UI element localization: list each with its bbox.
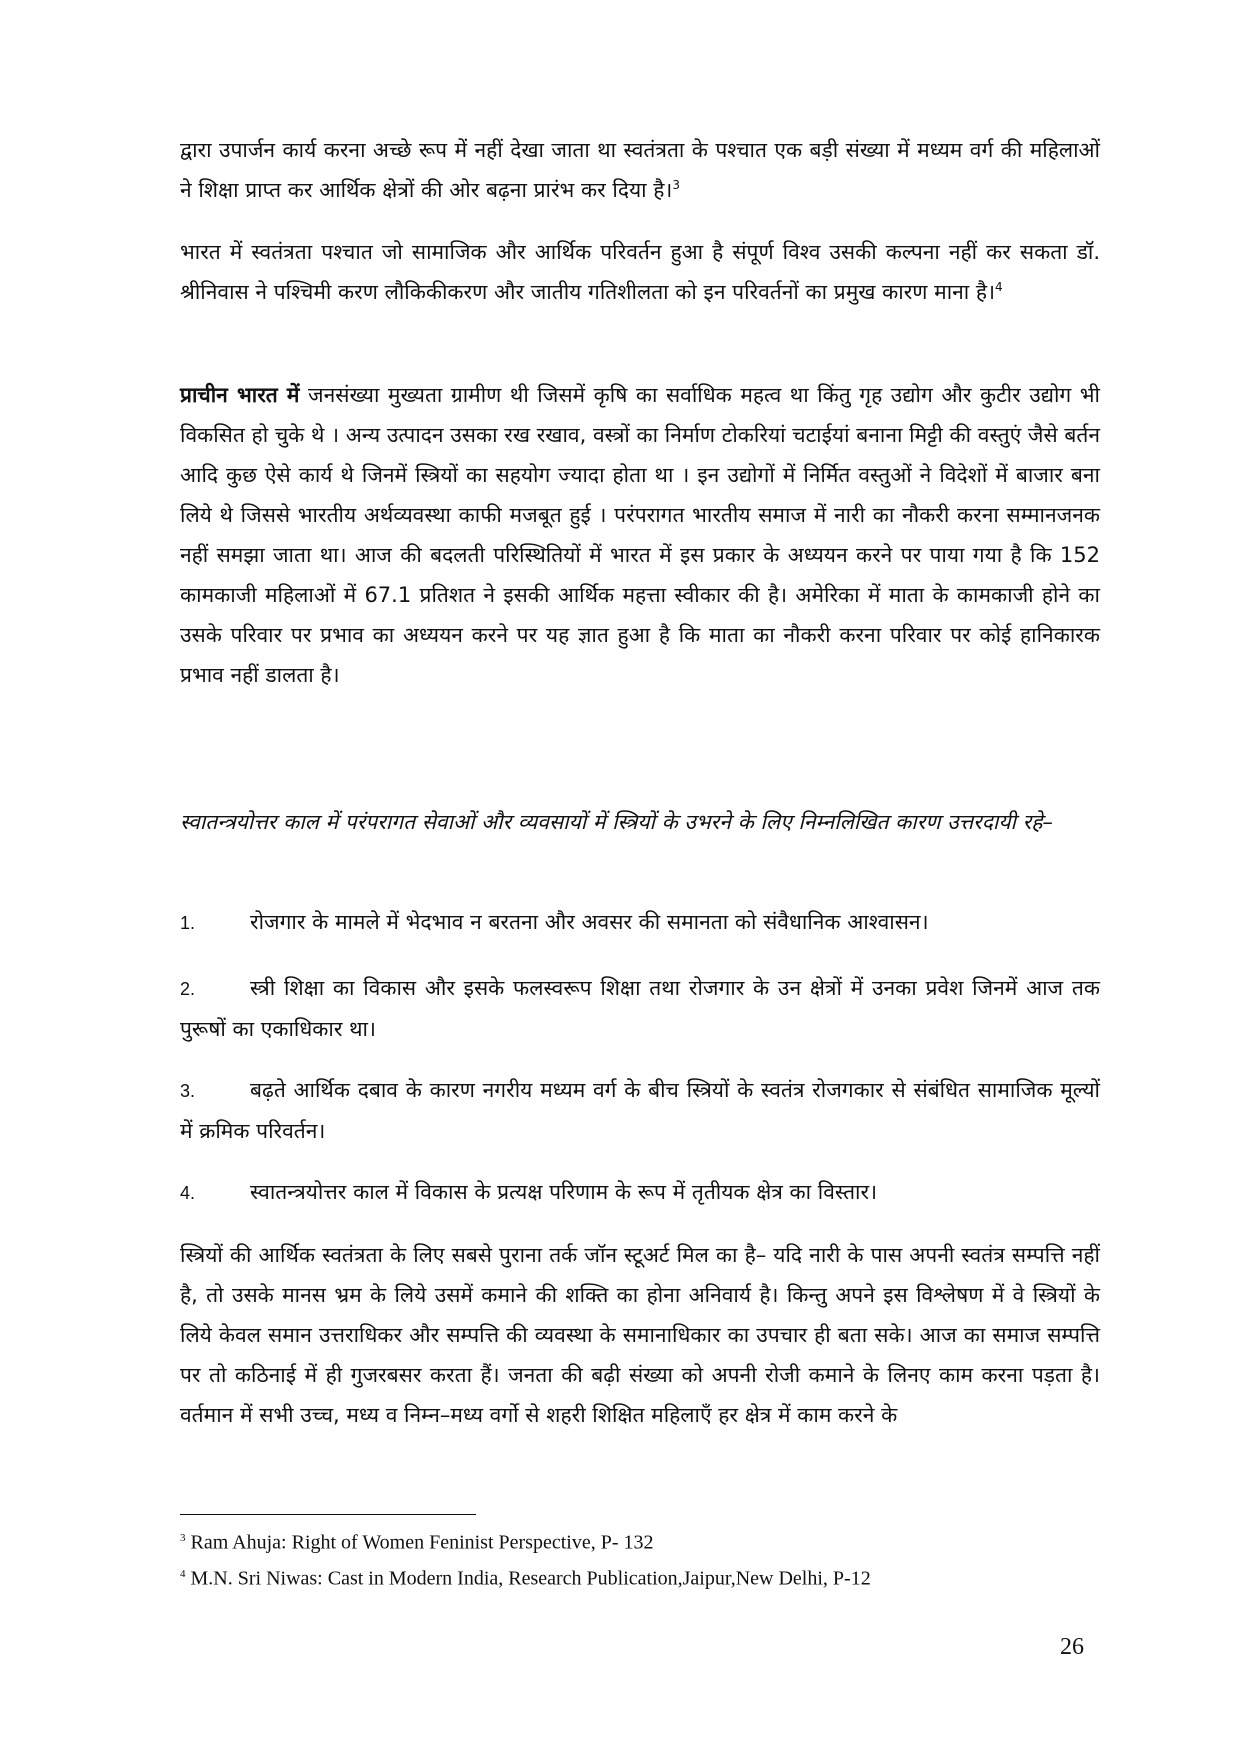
list-item-4 (180, 1172, 1100, 1213)
list-text: स्वातन्त्रयोत्तर काल में विकास के प्रत्यक्ष परिणाम के रूप में तृतीयक क्षेत्र का विस्तार। (250, 1180, 878, 1204)
paragraph-3-text: जनसंख्या मुख्यता ग्रामीण थी जिसमें कृषि का सर्वाधिक महत्व था किंतु गृह उद्योग और कुटीर उद्योग भी विकसित हो चुके थे । अन्य उत्पादन उसका रख रखाव, वस्त्रों का निर्माण टोकरियां चटाईयां बनाना मिट्टी की वस्तुएं जैसे बर्तन आदि कुछ ऐसे कार्य थे जिनमें स्त्रियों का सहयोग ज्यादा होता था । इन उद्योगों में निर्मित वस्तुओं ने विदेशों में बाजार बना लिये थे जिससे भारतीय अर्थव्यवस्था काफी मजबूत हुई । परंपरागत भारतीय समाज में नारी का नौकरी करना सम्मानजनक नहीं समझा जाता था। आज की बदलती परिस्थितियों में भारत में इस प्रकार के अध्ययन करने पर पाया गया है कि 152 कामकाजी महिलाओं में 67.1 प्रतिशत ने इसकी आर्थिक महत्ता स्वीकार की है। अमेरिका में माता के कामकाजी होने का उसके परिवार पर प्रभाव का अध्ययन करने पर यह ज्ञात हुआ है कि माता का नौकरी करना परिवार पर कोई हानिकारक प्रभाव नहीं डालता है। (180, 383, 1100, 687)
footnote-text: Ram Ahuja: Right of Women Feninist Perspective, P- 132 (190, 1531, 654, 1554)
list-number: 4. (180, 1183, 196, 1203)
paragraph-1 (180, 130, 1100, 210)
footnote-4 (180, 1560, 871, 1593)
footnote-divider (180, 1514, 476, 1515)
paragraph-4-heading: स्वातन्त्रयोत्तर काल में परंपरागत सेवाओं और व्यवसायों में स्त्रियों के उभरने के लिए निम्नलिखित कारण उत्तरदायी रहे– (180, 810, 1053, 834)
list-text: बढ़ते आर्थिक दबाव के कारण नगरीय मध्यम वर्ग के बीच स्त्रियों के स्वतंत्र रोजगकार से संबंधित सामाजिक मूल्यों में क्रमिक परिवर्तन। (180, 1078, 1100, 1143)
footnote-ref-4: 4 (995, 280, 1003, 294)
paragraph-1-text: द्वारा उपार्जन कार्य करना अच्छे रूप में नहीं देखा जाता था स्वतंत्रता के पश्चात एक बड़ी संख्या में मध्यम वर्ग की महिलाओं ने शिक्षा प्राप्त कर आर्थिक क्षेत्रों की ओर बढ़ना प्रारंभ कर दिया है। (180, 138, 1100, 202)
list-text: रोजगार के मामले में भेदभाव न बरतना और अवसर की समानता को संवैधानिक आश्वासन। (250, 910, 929, 934)
list-item-2 (180, 968, 1100, 1049)
list-number: 2. (180, 979, 196, 999)
footnote-number: 3 (180, 1532, 186, 1544)
list-number: 1. (180, 913, 196, 933)
list-item-3 (180, 1070, 1100, 1151)
list-text: स्त्री शिक्षा का विकास और इसके फलस्वरूप शिक्षा तथा रोजगार के उन क्षेत्रों में उनका प्रवेश जिनमें आज तक पुरूषों का एकाधिकार था। (180, 976, 1100, 1041)
paragraph-2 (180, 232, 1100, 312)
paragraph-3-lead: प्राचीन भारत में (180, 383, 300, 407)
footnote-3 (180, 1524, 654, 1557)
footnote-number: 4 (180, 1568, 186, 1580)
page-number: 26 (1060, 1634, 1084, 1660)
list-item-1 (180, 902, 1100, 943)
paragraph-3 (180, 375, 1100, 695)
paragraph-2-text: भारत में स्वतंत्रता पश्चात जो सामाजिक और आर्थिक परिवर्तन हुआ है संपूर्ण विश्व उसकी कल्पना नहीं कर सकता डॉ. श्रीनिवास ने पश्चिमी करण लौकिकीकरण और जातीय गतिशीलता को इन परिवर्तनों का प्रमुख कारण माना है। (180, 240, 1100, 304)
list-number: 3. (180, 1081, 196, 1101)
paragraph-5: स्त्रियों की आर्थिक स्वतंत्रता के लिए सबसे पुराना तर्क जॉन स्टूअर्ट मिल का है– यदि नारी के पास अपनी स्वतंत्र सम्पत्ति नहीं है, तो उसके मानस भ्रम के लिये उसमें कमाने की शक्ति का होना अनिवार्य है। किन्तु अपने इस विश्लेषण में वे स्त्रियों के लिये केवल समान उत्तराधिकर और सम्पत्ति की व्यवस्था के समानाधिकार का उपचार ही बता सके। आज का समाज सम्पत्ति पर तो कठिनाई में ही गुजरबसर करता हैं। जनता की बढ़ी संख्या को अपनी रोजी कमाने के लिनए काम करना पड़ता है। वर्तमान में सभी उच्च, मध्य व निम्न–मध्य वर्गो से शहरी शिक्षित महिलाएँ हर क्षेत्र में काम करने के (180, 1243, 1100, 1427)
footnote-text: M.N. Sri Niwas: Cast in Modern India, Research Publication,Jaipur,New Delhi, P-12 (190, 1567, 871, 1590)
footnote-ref-3: 3 (672, 178, 681, 192)
